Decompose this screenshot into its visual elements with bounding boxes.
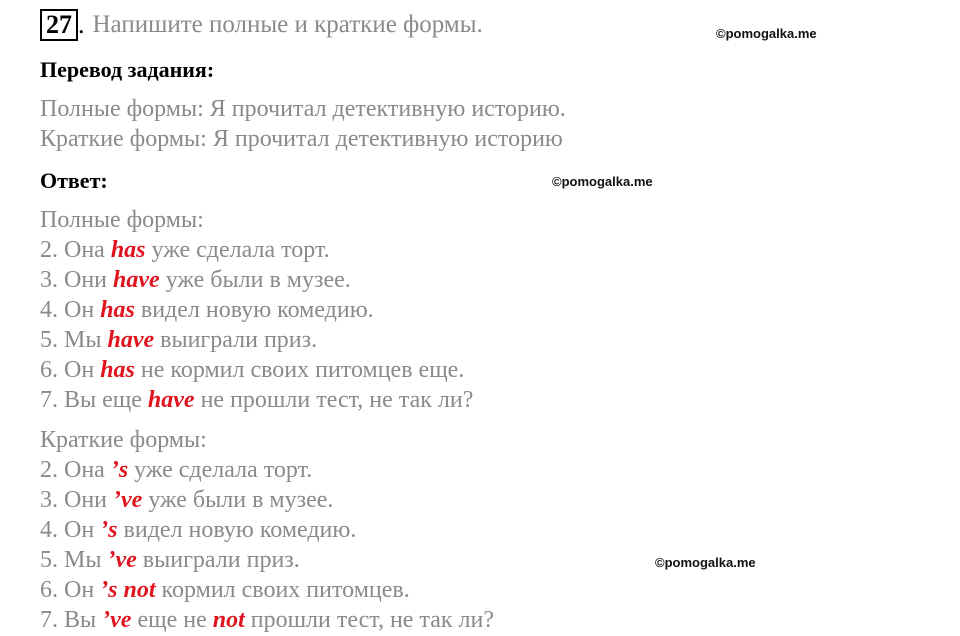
line-text: выиграли приз. (136, 547, 300, 573)
highlighted-verb: have (107, 327, 155, 353)
highlighted-verb: has (100, 297, 135, 323)
highlighted-verb: have (113, 267, 160, 293)
line-text: уже сделала торт. (128, 457, 313, 483)
line-text: 5. Мы (40, 327, 108, 353)
line-text: 6. Он (40, 357, 101, 383)
line-text: 3. Они (40, 487, 114, 513)
task-number-dot: . (78, 10, 85, 39)
watermark: ©pomogalka.me (552, 174, 653, 189)
highlighted-contraction: ’ve (107, 547, 137, 573)
task-number-box: 27 (40, 9, 78, 41)
line-text: 2. Она (40, 237, 111, 263)
line-text: уже были в музее. (159, 267, 351, 293)
highlighted-negation: not (212, 607, 245, 633)
line-text: 7. Вы еще (40, 387, 148, 413)
short-form-line (40, 515, 494, 545)
answer-heading: Ответ: (40, 168, 108, 193)
line-text: еще не (131, 607, 213, 633)
line-text: уже сделала торт. (145, 237, 330, 263)
watermark: ©pomogalka.me (716, 26, 817, 41)
translation-line: Краткие формы: Я прочитал детективную историю (40, 126, 563, 152)
line-text: прошли тест, не так ли? (244, 607, 495, 633)
highlighted-contraction: ’ve (102, 607, 132, 633)
line-text: выиграли приз. (154, 327, 318, 353)
short-form-line (40, 485, 494, 515)
task-header (40, 8, 483, 42)
short-forms-title: Краткие формы: (40, 427, 207, 453)
translation-heading: Перевод задания: (40, 57, 215, 82)
full-forms-title: Полные формы: (40, 207, 204, 233)
line-text: 7. Вы (40, 607, 103, 633)
task-instruction: Напишите полные и краткие формы. (92, 11, 483, 38)
line-text: 4. Он (40, 297, 101, 323)
short-form-line (40, 575, 494, 605)
line-text: уже были в музее. (142, 487, 334, 513)
line-text: 2. Она (40, 457, 111, 483)
highlighted-contraction: ’s not (100, 577, 156, 603)
full-form-line (40, 385, 473, 415)
line-text: 4. Он (40, 517, 101, 543)
line-text: кормил своих питомцев. (155, 577, 410, 603)
watermark: ©pomogalka.me (655, 555, 756, 570)
line-text: 5. Мы (40, 547, 108, 573)
translation-lines (40, 94, 566, 154)
full-form-line (40, 235, 473, 265)
short-form-line (40, 605, 494, 635)
full-form-line (40, 295, 473, 325)
full-form-line (40, 325, 473, 355)
highlighted-contraction: ’s (100, 517, 118, 543)
line-text: 6. Он (40, 577, 101, 603)
translation-line: Полные формы: Я прочитал детективную историю. (40, 96, 566, 122)
short-form-line (40, 455, 494, 485)
full-form-line (40, 265, 473, 295)
highlighted-contraction: ’ve (113, 487, 143, 513)
line-text: 3. Они (40, 267, 114, 293)
highlighted-contraction: ’s (110, 457, 129, 483)
line-text: не прошли тест, не так ли? (194, 387, 474, 413)
full-forms-list (40, 205, 473, 415)
short-forms-list (40, 425, 494, 635)
highlighted-verb: has (100, 357, 135, 383)
short-form-line (40, 545, 494, 575)
line-text: не кормил своих питомцев еще. (134, 357, 465, 383)
full-form-line (40, 355, 473, 385)
line-text: видел новую комедию. (134, 297, 374, 323)
highlighted-verb: have (147, 387, 195, 413)
line-text: видел новую комедию. (117, 517, 357, 543)
highlighted-verb: has (110, 237, 146, 263)
